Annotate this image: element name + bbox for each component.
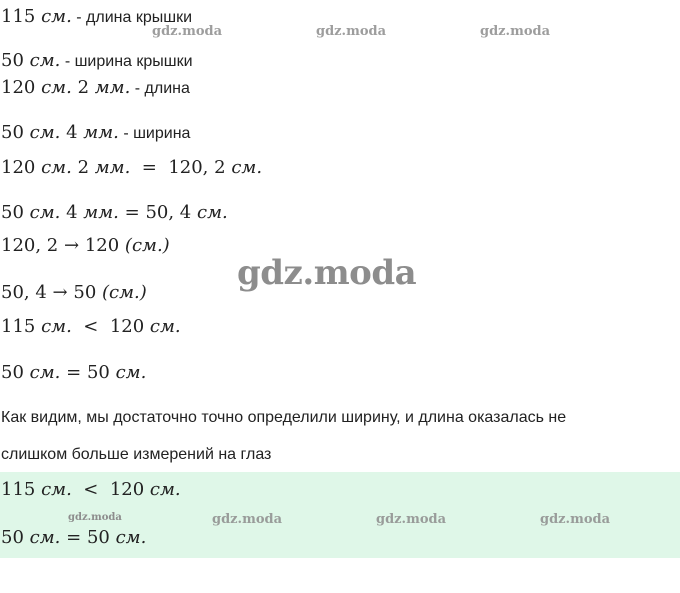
label: - ширина крышки [60, 53, 193, 70]
line-length-rounding: 120, 2 → 120 (см.) [1, 235, 170, 256]
line-width-rounding: 50, 4 → 50 (см.) [1, 282, 147, 303]
line-length-conversion: 120 см. 2 мм. = 120, 2 см. [1, 157, 263, 178]
value: 50 см. [1, 50, 61, 71]
line-measured-width [1, 122, 190, 143]
watermark: gdz.moda [316, 24, 387, 39]
value: 115 см. [1, 6, 72, 27]
line-width-compare: 50 см. = 50 см. [1, 362, 147, 383]
watermark: gdz.moda [152, 24, 223, 39]
value: 50 см. 4 мм. [1, 122, 119, 143]
watermark: gdz.moda [376, 512, 447, 527]
line-length-compare: 115 см. < 120 см. [1, 316, 181, 337]
value: 120 см. 2 мм. [1, 77, 131, 98]
label: - длина [130, 80, 190, 97]
watermark: gdz.moda [212, 512, 283, 527]
conclusion-line-1: Как видим, мы достаточно точно определили ширину, и длина оказалась не [1, 409, 567, 426]
label: - длина крышки [71, 9, 193, 26]
label: - ширина [118, 125, 191, 142]
line-lid-width [1, 50, 193, 71]
watermark: gdz.moda [540, 512, 611, 527]
line-width-conversion: 50 см. 4 мм. = 50, 4 см. [1, 202, 228, 223]
answer-length-compare: 115 см. < 120 см. [1, 479, 181, 500]
conclusion-line-2: слишком больше измерений на глаз [1, 446, 272, 463]
answer-width-compare: 50 см. = 50 см. [1, 527, 147, 548]
line-measured-length [1, 77, 190, 98]
watermark: gdz.moda [68, 512, 122, 523]
watermark-large: gdz.moda [237, 253, 417, 293]
watermark: gdz.moda [480, 24, 551, 39]
